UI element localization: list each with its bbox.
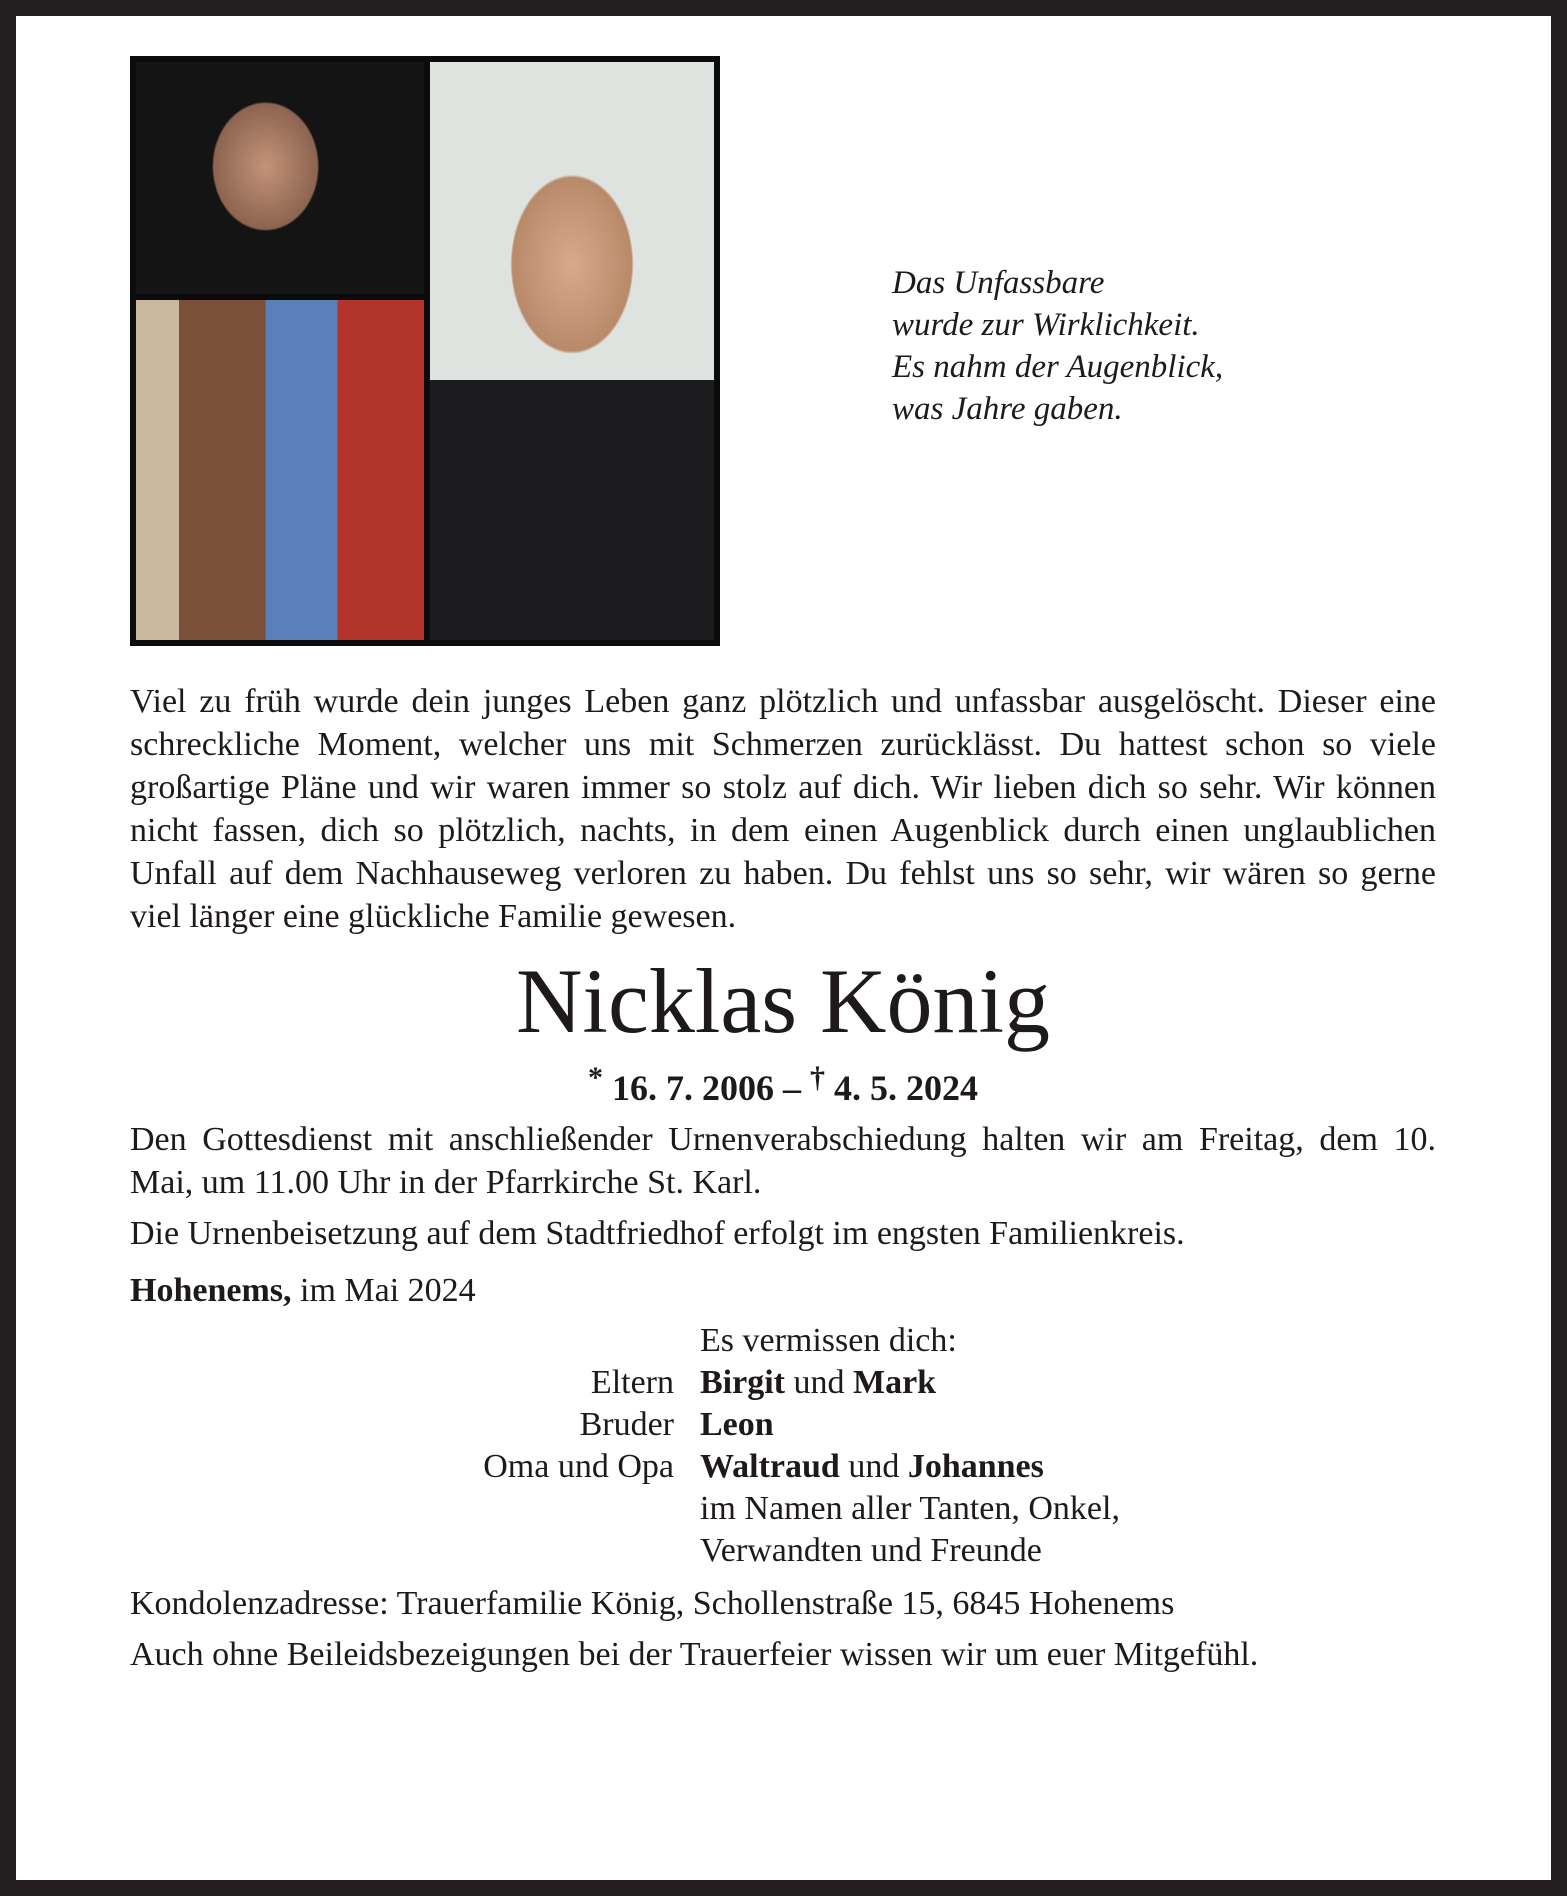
quote [892,262,1223,430]
date-separator: – [783,1068,801,1108]
mourner-row [130,1446,1436,1488]
notice-body [130,680,1436,1676]
mourner-name: Johannes [907,1448,1044,1485]
intro-text: Viel zu früh wurde dein junges Leben ganz plötzlich und unfassbar ausgelöscht. Dieser eine schreckliche Moment, welcher uns mit Schmerzen zurücklässt. Du hattest schon so viele großartige Pläne und wir waren immer so stolz auf dich. Wir lieben dich so sehr. Wir können nicht fassen, dich so plötzlich, nachts, in dem einen Augenblick durch einen unglaublichen Unfall auf dem Nachhauseweg verloren zu haben. Du fehlst uns so sehr, wir wären so gerne viel länger eine glückliche Familie gewesen. [130,683,1436,935]
deceased-name: Nicklas König [515,950,1051,1052]
relation: Eltern [590,1364,674,1401]
mourners-heading: Es vermissen dich: [700,1322,957,1359]
death-date: 4. 5. 2024 [834,1068,978,1108]
notice-date: im Mai 2024 [300,1272,476,1309]
quote-line: wurde zur Wirklichkeit. [892,307,1200,343]
mourners-list [130,1320,1436,1572]
mourner-row [130,1404,1436,1446]
mourner-name: Mark [852,1364,937,1401]
mourners-extra: im Namen aller Tanten, Onkel, [700,1490,1120,1527]
mourners-extra: Verwandten und Freunde [700,1532,1042,1569]
quote-line: was Jahre gaben. [892,391,1123,427]
death-symbol: † [810,1061,825,1094]
burial-text: Die Urnenbeisetzung auf dem Stadtfriedhof erfolgt im engsten Familienkreis. [130,1215,1185,1252]
portrait-photo-large [430,62,714,640]
mourner-row [130,1362,1436,1404]
birth-date: 16. 7. 2006 [612,1068,774,1108]
condolence-address: Kondolenzadresse: Trauerfamilie König, Schollenstraße 15, 6845 Hohenems [130,1585,1175,1622]
quote-line: Das Unfassbare [892,265,1105,301]
photo-collage [130,56,720,646]
relation: Oma und Opa [483,1448,674,1485]
service-text: Den Gottesdienst mit anschließender Urnenverabschiedung halten wir am Freitag, dem 10. Mai, um 11.00 Uhr in der Pfarrkirche St. Karl. [130,1121,1436,1201]
mourner-name: Leon [700,1406,774,1443]
conjunction: und [793,1364,845,1401]
quote-line: Es nahm der Augenblick, [892,349,1224,385]
relation: Bruder [579,1406,674,1443]
portrait-photo-small [136,62,424,294]
back-view-photo [136,300,424,640]
life-dates [130,1056,1436,1110]
mourner-name: Waltraud [700,1448,840,1485]
birth-symbol: * [588,1061,603,1094]
mourner-name: Birgit [700,1364,785,1401]
place-date [130,1269,1436,1312]
city: Hohenems, [130,1272,292,1309]
conjunction: und [848,1448,900,1485]
closing-text: Auch ohne Beileidsbezeigungen bei der Trauerfeier wissen wir um euer Mitgefühl. [130,1636,1259,1673]
